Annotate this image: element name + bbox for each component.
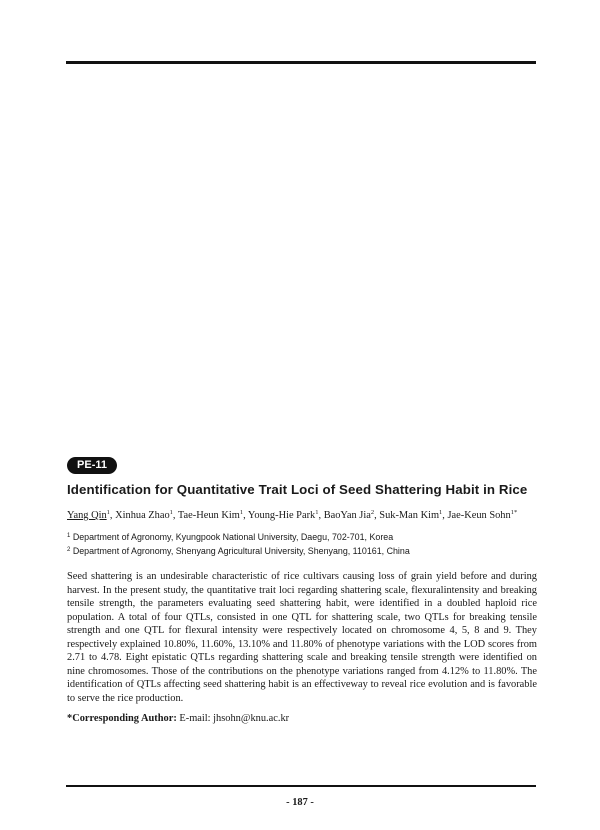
author-name: Xinhua Zhao — [115, 510, 170, 521]
affiliation-text: Department of Agronomy, Shenyang Agricultural University, Shenyang, 110161, China — [72, 546, 410, 556]
affiliation-2 — [67, 546, 537, 556]
author-affiliation-mark: 2 — [370, 509, 375, 516]
author-name: Tae-Heun Kim — [177, 510, 240, 521]
bottom-rule — [66, 785, 536, 787]
affiliation-text: Department of Agronomy, Kyungpook National University, Daegu, 702-701, Korea — [72, 532, 394, 542]
corresponding-author-email: E-mail: jhsohn@knu.ac.kr — [179, 713, 290, 724]
author-name: Yang Qin — [67, 510, 107, 521]
author-name: Jae-Keun Sohn — [447, 510, 511, 521]
author-name: BaoYan Jia — [323, 510, 371, 521]
author-name: Young-Hie Park — [247, 510, 316, 521]
abstract-body: Seed shattering is an undesirable characteristic of rice cultivars causing loss of grain yield before and during harvest. In the present study, the quantitative trait loci regarding shattering scale, flexuralintensity and breaking tensile strength, the parameters evaluating seed shattering habit, were identified in a doubled haploid rice population. A total of four QTLs, consisted in one QTL for shattering scale, two QTLs for breaking tensile strength and one QTL for flexural intensity were respectively located on chromosome 4, 5, 8 and 9. They respectively explained 10.80%, 11.60%, 13.10% and 11.80% of phenotype variations with the LOD scores from 2.71 to 4.78. Eight epistatic QTLs regarding shattering scale and breaking tensile strength were identified on nine chromosomes. Those of the contributions on the phenotype variations ranged from 4.12% to 11.80%. The identification of QTLs affecting seed shattering habit is an effectiveway to reveal rice evolution and is favorable to serve the rice production. — [67, 571, 537, 704]
author-list: Yang Qin$^1$, Xinhua Zhao$^1$, Tae-Heun Kim$^1$, Young-Hie Park$^1$, BaoYan Jia$^2$, Suk-Man Kim$^1$, Jae-Keun Sohn$^{1*}$ — [67, 509, 518, 521]
top-rule — [66, 61, 536, 64]
author-affiliation-mark: 1 — [106, 509, 110, 516]
paper-title: Identification for Quantitative Trait Loci of Seed Shattering Habit in Rice — [67, 482, 528, 497]
author-affiliation-mark: 1 — [315, 509, 319, 516]
corresponding-author-label: *Corresponding Author: — [67, 713, 177, 724]
corresponding-author — [67, 713, 537, 724]
session-badge: PE-11 — [67, 457, 117, 474]
author-affiliation-mark: 1 — [239, 509, 244, 516]
page-number: - 187 - — [286, 797, 314, 808]
author-affiliation-mark: 1 — [169, 509, 173, 516]
affiliation-number: 1 — [67, 533, 71, 539]
author-name: Suk-Man Kim — [379, 510, 440, 521]
affiliation-1 — [67, 532, 537, 542]
affiliation-number: 2 — [67, 547, 71, 553]
author-affiliation-mark: 1 — [439, 509, 443, 516]
author-affiliation-mark: 1* — [510, 509, 518, 516]
